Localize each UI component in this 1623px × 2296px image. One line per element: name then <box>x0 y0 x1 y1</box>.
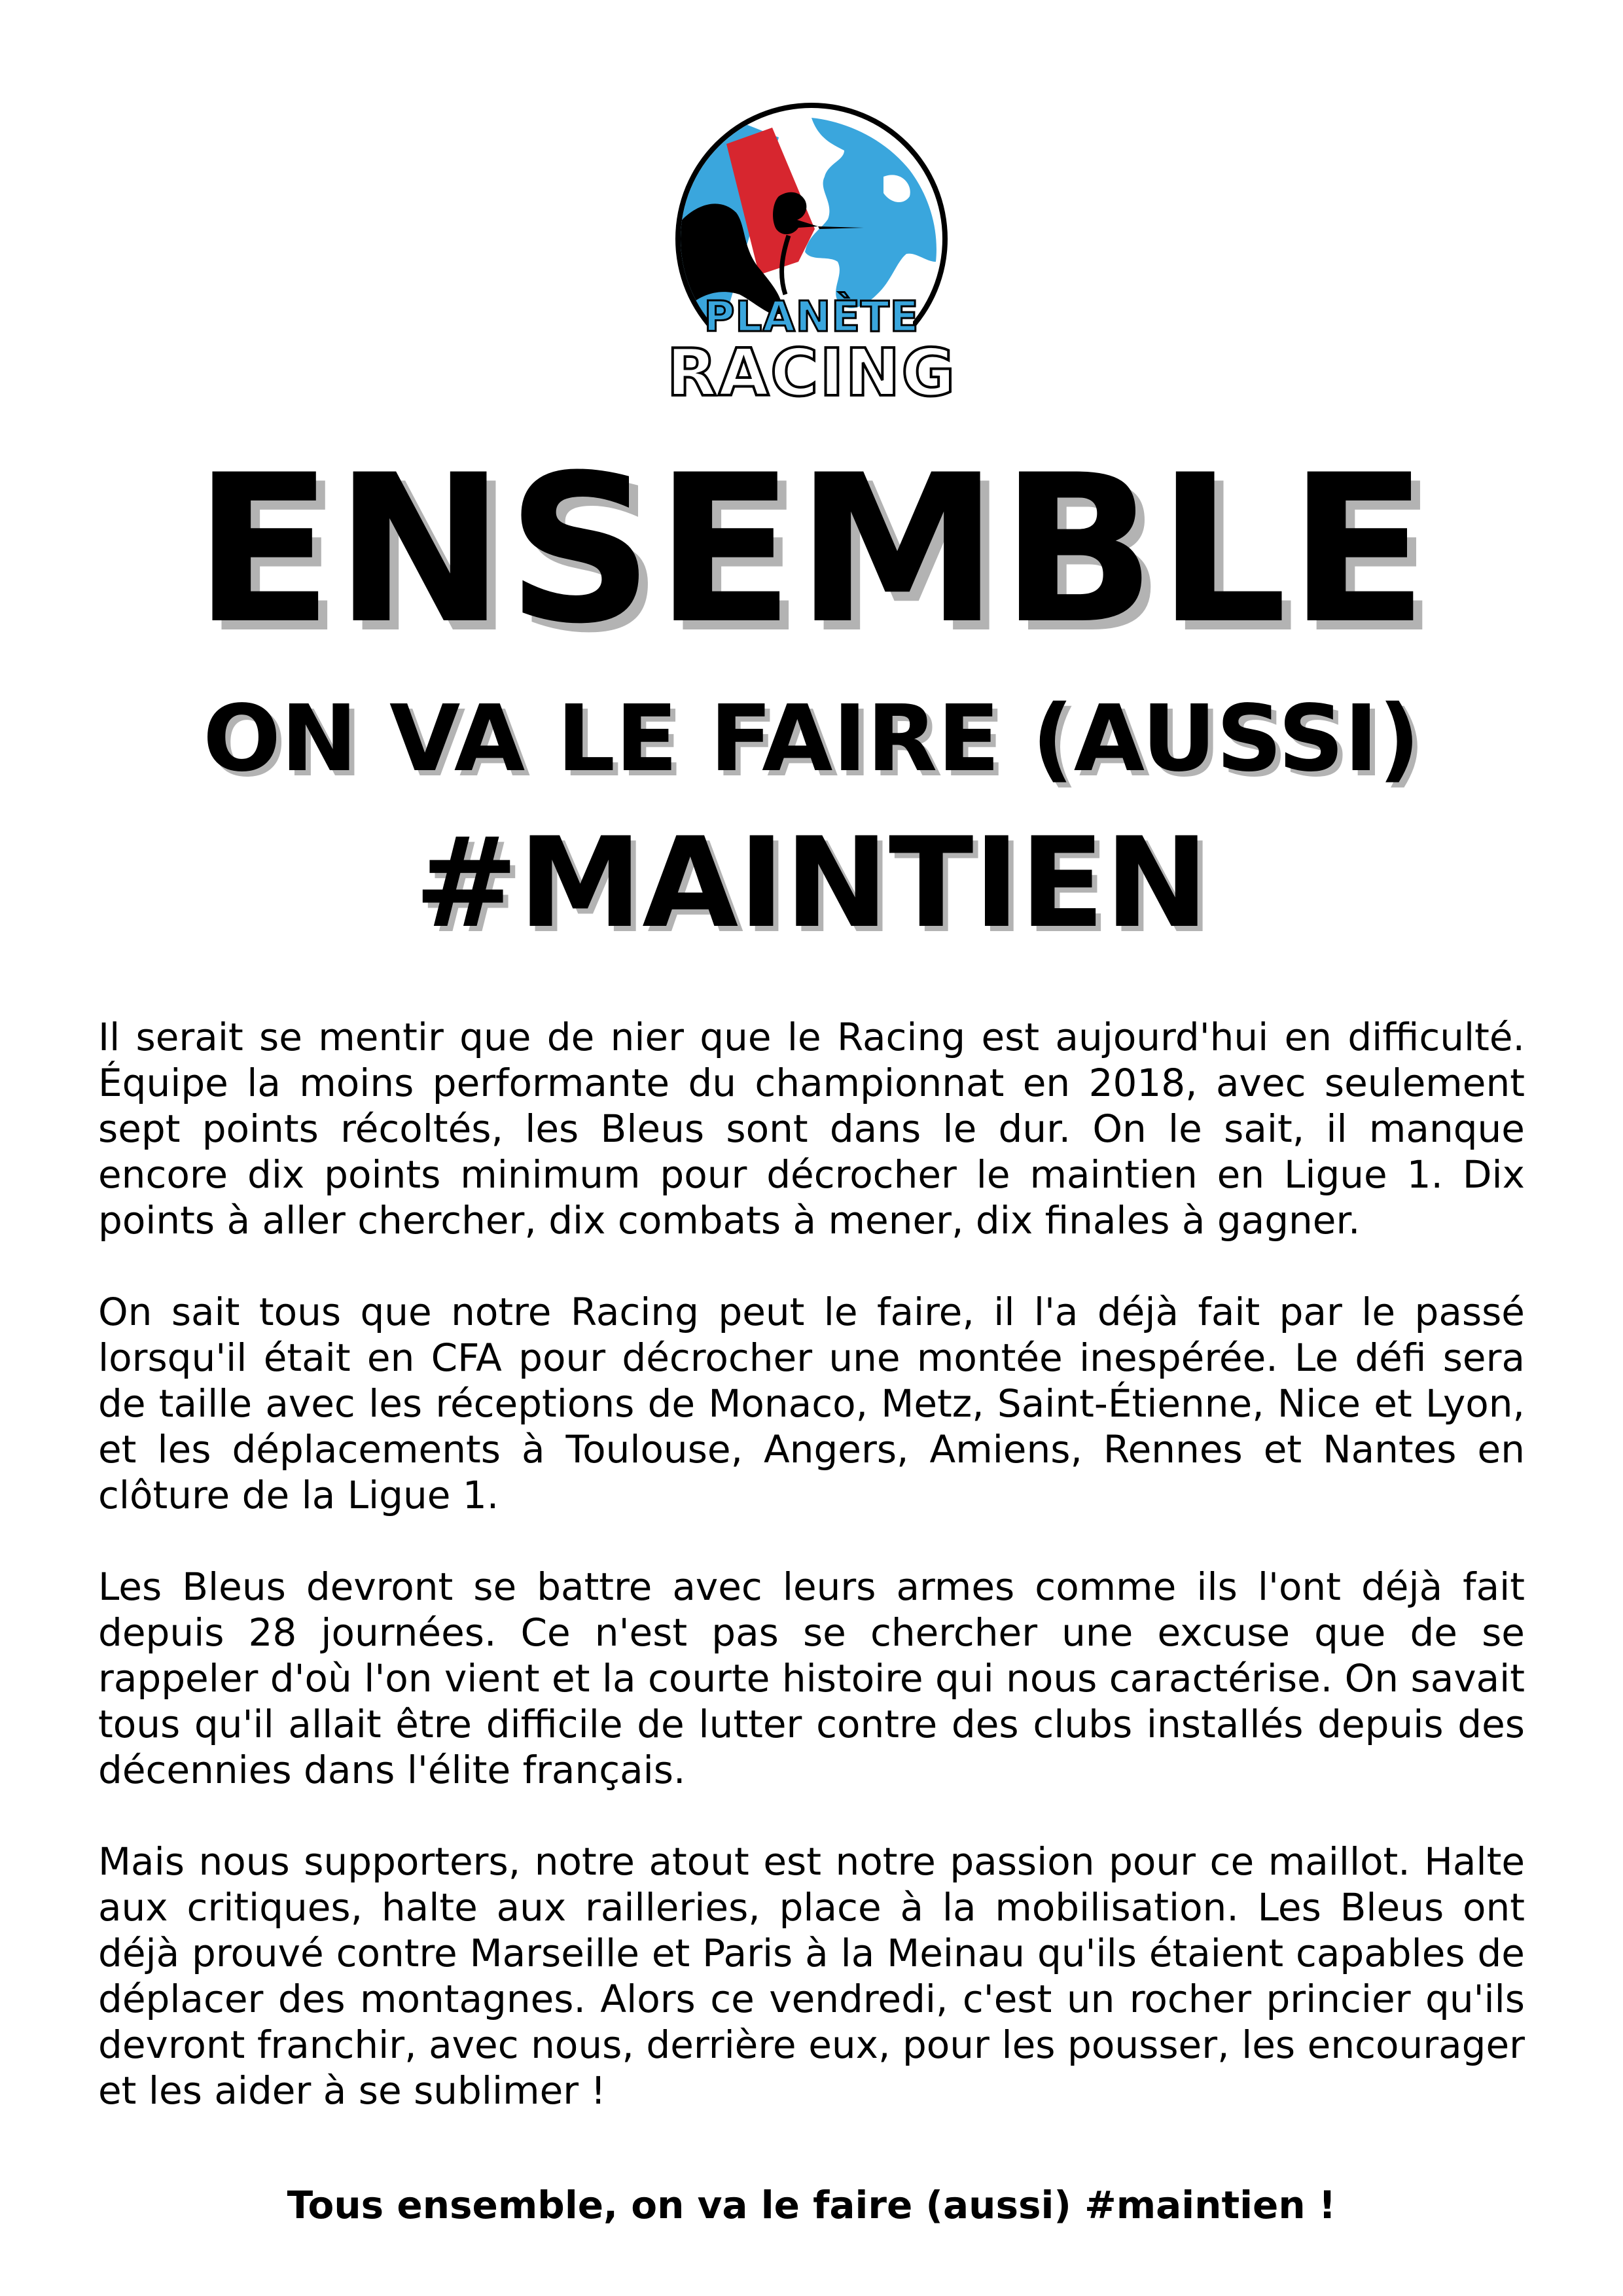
subtitle-hashtag: #MAINTIEN <box>414 811 1209 955</box>
body-text <box>98 1014 1525 2159</box>
closing-line: Tous ensemble, on va le faire (aussi) #maintien ! <box>287 2183 1336 2227</box>
paragraph-3: Les Bleus devront se battre avec leurs armes comme ils l'ont déjà fait depuis 28 journées. Ce n'est pas se chercher une excuse que de se rappeler d'où l'on vient et la courte histoire qui nous caractérise. On savait tous qu'il allait être difficile de lutter contre des clubs installés depuis des décennies dans l'élite français. <box>98 1564 1525 1792</box>
paragraph-4: Mais nous supporters, notre atout est notre passion pour ce maillot. Halte aux critiques, halte aux railleries, place à la mobilisation. Les Bleus ont déjà prouvé contre Marseille et Paris à la Meinau qu'ils étaient capables de déplacer des montagnes. Alors ce vendredi, c'est un rocher princier qu'ils devront franchir, avec nous, derrière eux, pour les pousser, les encourager et les aider à se sublimer ! <box>98 1839 1525 2113</box>
logo-line2: RACING <box>666 334 957 411</box>
logo-line1: PLANÈTE <box>704 293 919 342</box>
main-title: ENSEMBLE <box>193 431 1430 669</box>
paragraph-1: Il serait se mentir que de nier que le Racing est aujourd'hui en difficulté. Équipe la moins performante du championnat en 2018, avec seulement sept points récoltés, les Bleus sont dans le dur. On le sait, il manque encore dix points minimum pour décrocher le maintien en Ligue 1. Dix points à aller chercher, dix combats à mener, dix finales à gagner. <box>98 1015 1525 1243</box>
subtitle-line1: ON VA LE FAIRE (AUSSI) <box>203 686 1420 792</box>
paragraph-2: On sait tous que notre Racing peut le faire, il l'a déjà fait par le passé lorsqu'il était en CFA pour décrocher une montée inespérée. Le défi sera de taille avec les réceptions de Monaco, Metz, Saint-Étienne, Nice et Lyon, et les déplacements à Toulouse, Angers, Amiens, Rennes et Nantes en clôture de la Ligue 1. <box>98 1290 1525 1517</box>
planete-racing-logo <box>648 98 975 412</box>
